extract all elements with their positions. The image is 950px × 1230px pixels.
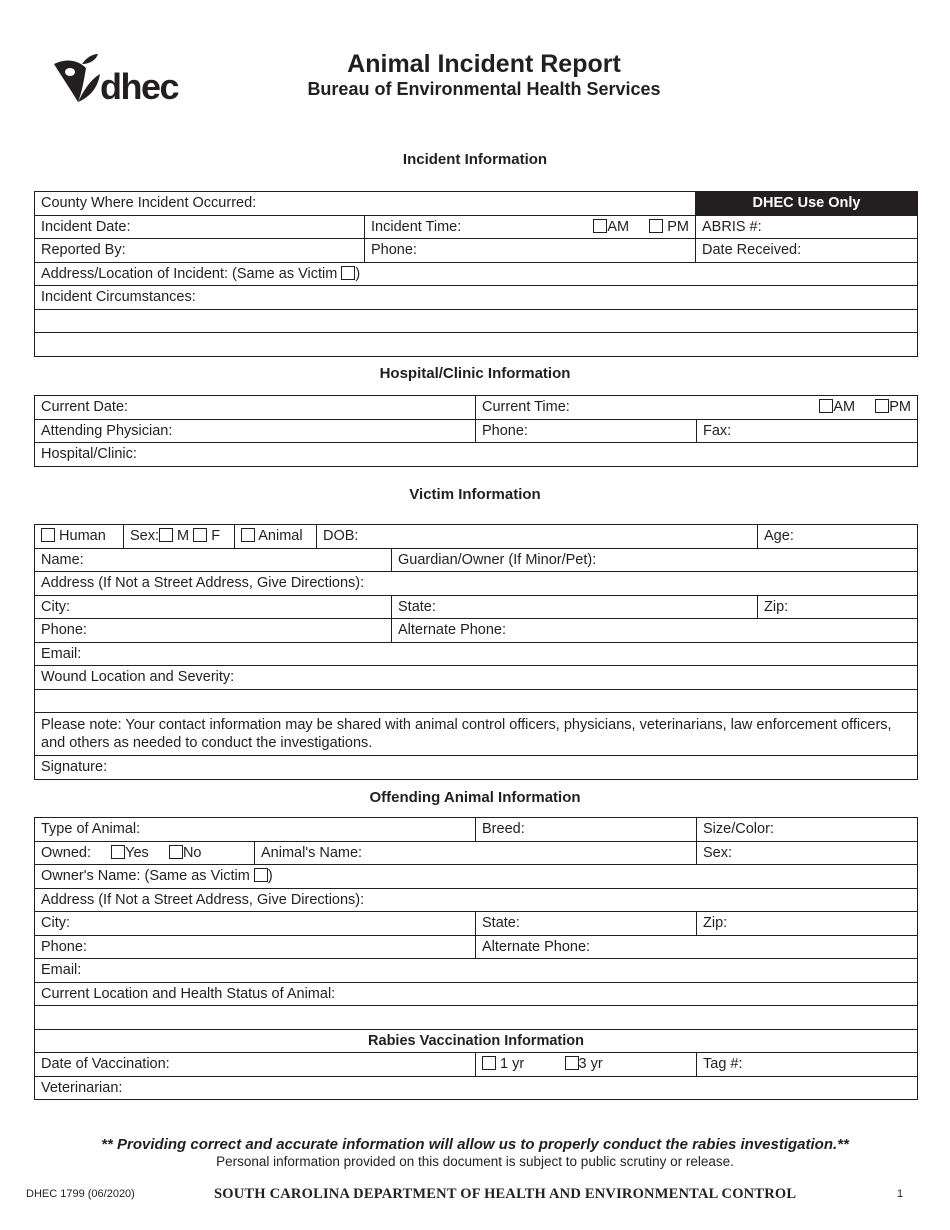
animal-type-field[interactable]: Type of Animal: [35,818,476,842]
page-number: 1 [897,1188,904,1200]
sex-f-checkbox[interactable] [193,528,207,542]
animal-name-field[interactable]: Animal's Name: [255,841,697,865]
animal-zip-field[interactable]: Zip: [697,912,918,936]
abris-field[interactable]: ABRIS #: [696,215,918,239]
incident-circumstances-line-3[interactable] [35,333,918,357]
human-checkbox[interactable] [41,528,55,542]
victim-city-field[interactable]: City: [35,595,392,619]
victim-dob-field[interactable]: DOB: [317,525,758,549]
reporter-phone-field[interactable]: Phone: [365,239,696,263]
incident-circumstances-line-2[interactable] [35,309,918,333]
attending-physician-field[interactable]: Attending Physician: [35,419,476,443]
vaccination-duration-field[interactable]: 1 yr 3 yr [476,1053,697,1077]
hospital-table [34,395,918,467]
animal-location-health-field[interactable]: Current Location and Health Status of Animal: [35,982,918,1006]
incident-time-field[interactable]: Incident Time: AM PM [365,215,696,239]
victim-guardian-field[interactable]: Guardian/Owner (If Minor/Pet): [392,548,918,572]
hospital-fax-field[interactable]: Fax: [697,419,918,443]
victim-sex-field[interactable]: Sex: M F [124,525,235,549]
privacy-disclaimer: Personal information provided on this document is subject to public scrutiny or release. [216,1154,734,1169]
same-as-victim-address-checkbox[interactable] [341,266,355,280]
privacy-note: Please note: Your contact information may be shared with animal control officers, physicians, veterinarians, law enforcement officers, and others as needed to conduct the investigations. [35,713,918,756]
wound-location-line-2[interactable] [35,689,918,713]
veterinarian-field[interactable]: Veterinarian: [35,1076,918,1100]
owned-no-checkbox[interactable] [169,845,183,859]
victim-section-title: Victim Information [409,486,541,503]
animal-location-health-line-2[interactable] [35,1006,918,1030]
animal-alt-phone-field[interactable]: Alternate Phone: [476,935,918,959]
victim-table [34,524,918,780]
accuracy-notice: ** Providing correct and accurate information will allow us to properly conduct the rabies investigation.** [101,1136,849,1153]
form-number: DHEC 1799 (06/2020) [26,1188,135,1200]
incident-date-field[interactable]: Incident Date: [35,215,365,239]
hospital-section-title: Hospital/Clinic Information [379,365,571,382]
current-date-field[interactable]: Current Date: [35,396,476,420]
incident-address-field[interactable]: Address/Location of Incident: (Same as Victim ) [35,262,918,286]
hospital-clinic-field[interactable]: Hospital/Clinic: [35,443,918,467]
page-title: Animal Incident Report [347,50,621,78]
victim-age-field[interactable]: Age: [758,525,918,549]
animal-phone-field[interactable]: Phone: [35,935,476,959]
agency-name: SOUTH CAROLINA DEPARTMENT OF HEALTH AND ENVIRONMENTAL CONTROL [214,1186,797,1202]
animal-breed-field[interactable]: Breed: [476,818,697,842]
animal-city-field[interactable]: City: [35,912,476,936]
vaccination-date-field[interactable]: Date of Vaccination: [35,1053,476,1077]
victim-name-field[interactable]: Name: [35,548,392,572]
animal-sex-field[interactable]: Sex: [697,841,918,865]
page-subtitle: Bureau of Environmental Health Services [307,79,661,99]
incident-table [34,191,918,357]
victim-alt-phone-field[interactable]: Alternate Phone: [392,619,918,643]
incident-am-checkbox[interactable] [593,219,607,233]
tag-number-field[interactable]: Tag #: [697,1053,918,1077]
hospital-phone-field[interactable]: Phone: [476,419,697,443]
owner-name-field[interactable]: Owner's Name: (Same as Victim ) [35,865,918,889]
victim-zip-field[interactable]: Zip: [758,595,918,619]
animal-state-field[interactable]: State: [476,912,697,936]
incident-pm-checkbox[interactable] [649,219,663,233]
animal-email-field[interactable]: Email: [35,959,918,983]
incident-circumstances-field[interactable]: Incident Circumstances: [35,286,918,310]
dhec-use-only-header: DHEC Use Only [696,192,918,216]
animal-section-title: Offending Animal Information [369,789,581,806]
hospital-am-checkbox[interactable] [819,399,833,413]
date-received-field[interactable]: Date Received: [696,239,918,263]
one-year-checkbox[interactable] [482,1056,496,1070]
animal-table [34,817,918,1100]
animal-address-field[interactable]: Address (If Not a Street Address, Give Directions): [35,888,918,912]
county-field[interactable]: County Where Incident Occurred: [35,192,696,216]
hospital-pm-checkbox[interactable] [875,399,889,413]
owner-same-as-victim-checkbox[interactable] [254,868,268,882]
wound-location-field[interactable]: Wound Location and Severity: [35,666,918,690]
animal-owned-field[interactable]: Owned: Yes No [35,841,255,865]
victim-email-field[interactable]: Email: [35,642,918,666]
victim-state-field[interactable]: State: [392,595,758,619]
reported-by-field[interactable]: Reported By: [35,239,365,263]
rabies-vaccination-header: Rabies Vaccination Information [35,1029,918,1053]
victim-animal-option[interactable]: Animal [235,525,317,549]
incident-section-title: Incident Information [402,151,548,168]
victim-address-field[interactable]: Address (If Not a Street Address, Give Directions): [35,572,918,596]
sex-m-checkbox[interactable] [159,528,173,542]
victim-human-option[interactable]: Human [35,525,124,549]
victim-phone-field[interactable]: Phone: [35,619,392,643]
owned-yes-checkbox[interactable] [111,845,125,859]
animal-checkbox[interactable] [241,528,255,542]
current-time-field[interactable]: Current Time: AM PM [476,396,918,420]
signature-field[interactable]: Signature: [35,756,918,780]
animal-size-color-field[interactable]: Size/Color: [697,818,918,842]
logo-text: dhec [100,66,179,107]
three-year-checkbox[interactable] [565,1056,579,1070]
